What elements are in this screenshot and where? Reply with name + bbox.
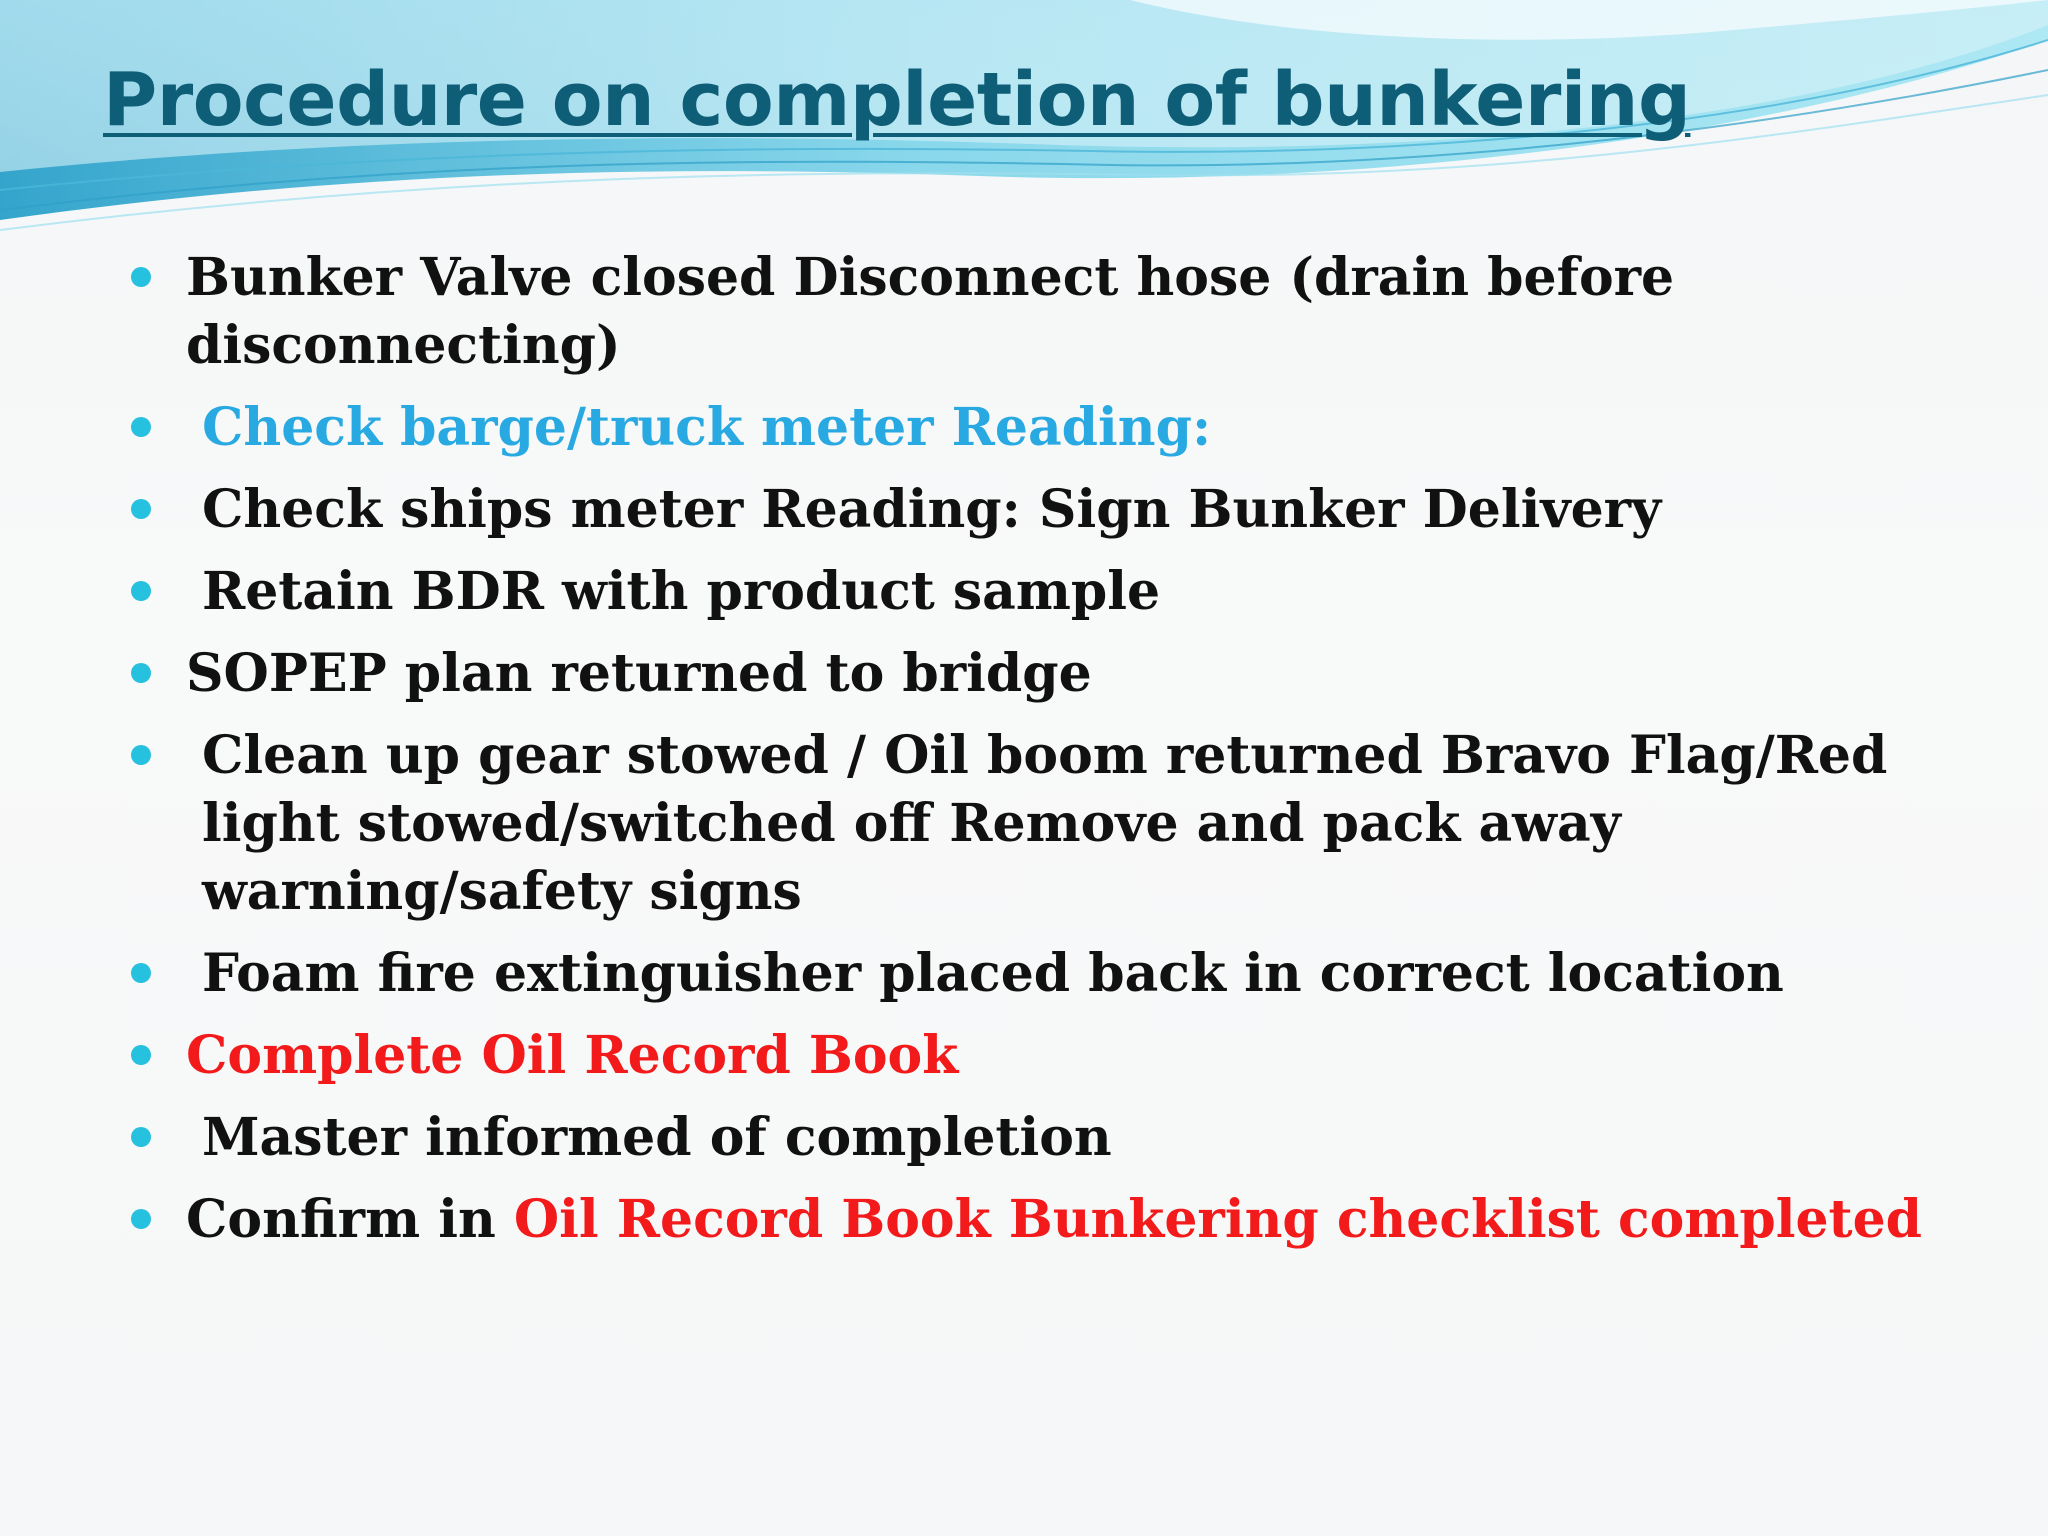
bullet-text-9: Master informed of completion [202, 1107, 1112, 1168]
bullet-text-5: SOPEP plan returned to bridge [186, 643, 1092, 704]
bullet-dot-icon [131, 417, 151, 437]
bullet-dot-icon [131, 1127, 151, 1147]
bullet-dot-icon [131, 1045, 151, 1065]
bullet-dot-icon [131, 963, 151, 983]
bullet-dot-icon [131, 663, 151, 683]
bullet-item-4 [128, 558, 1928, 626]
bullet-item-7 [128, 940, 1928, 1008]
bullet-text-8: Complete Oil Record Book [186, 1025, 959, 1086]
bullet-item-1 [128, 244, 1928, 380]
page-title: Procedure on completion of bunkering [103, 57, 1691, 143]
bullet-text-6: Clean up gear stowed / Oil boom returned Bravo Flag/Red light stowed/switched off Remove and pack away warning/safety signs [202, 725, 1888, 922]
bullet-item-2 [128, 394, 1928, 462]
bullet-item-10 [128, 1186, 1928, 1254]
bullet-item-6 [128, 722, 1928, 926]
bullet-text-10-highlight: Oil Record Book Bunkering checklist completed [513, 1189, 1923, 1250]
bullet-item-9 [128, 1104, 1928, 1172]
bullet-item-5 [128, 640, 1928, 708]
bullet-dot-icon [131, 581, 151, 601]
bullet-dot-icon [131, 745, 151, 765]
bullet-item-3 [128, 476, 1928, 544]
bullet-text-10-prefix: Confirm in [186, 1189, 496, 1250]
bullet-text-3: Check ships meter Reading: Sign Bunker Delivery [202, 479, 1662, 540]
bullet-text-1: Bunker Valve closed Disconnect hose (drain before disconnecting) [186, 247, 1675, 376]
bullet-list [128, 244, 1928, 1268]
bullet-text-7: Foam fire extinguisher placed back in correct location [202, 943, 1784, 1004]
bullet-text-10 [186, 1186, 1928, 1254]
bullet-dot-icon [131, 267, 151, 287]
bullet-dot-icon [131, 1209, 151, 1229]
bullet-text-2: Check barge/truck meter Reading: [202, 397, 1212, 458]
bullet-dot-icon [131, 499, 151, 519]
bullet-item-8 [128, 1022, 1928, 1090]
bullet-text-4: Retain BDR with product sample [202, 561, 1161, 622]
